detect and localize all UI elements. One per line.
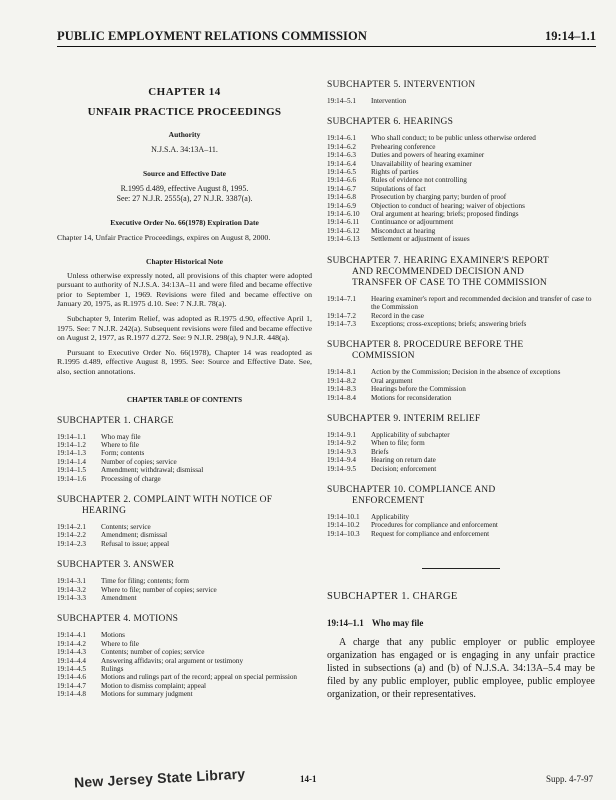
- toc-entry: [327, 210, 595, 218]
- toc-entry: [57, 586, 312, 594]
- toc-entry-number: 19:14–1.3: [57, 449, 86, 458]
- toc-entry-title: Oral argument at hearing; briefs; proposed findings: [371, 210, 519, 219]
- subchapter-title: SUBCHAPTER 7. HEARING EXAMINER'S REPORT: [327, 255, 549, 266]
- toc-entry: [57, 682, 312, 690]
- toc-entry-number: 19:14–8.4: [327, 393, 356, 402]
- toc-entry-title: Continuance or adjournment: [371, 218, 454, 227]
- toc-entry: [327, 431, 595, 439]
- toc-entry: [327, 218, 595, 226]
- toc-entry-title: Decision; enforcement: [371, 464, 437, 473]
- historical-note-paragraph: Subchapter 9, Interim Relief, was adopted as R.1975 d.90, effective April 1, 1975. See: 7 N.J.R. 242(a). Subsequent revisions were filed and became effective on August 2, 1977, as R.1977 d.272. See: 9 N.J.R. 298(a), 9 N.J.R. 448(a).: [57, 313, 312, 343]
- subchapter-heading: [327, 485, 595, 507]
- chapter-title: UNFAIR PRACTICE PROCEEDINGS: [87, 106, 282, 118]
- toc-entry-title: Motions for reconsideration: [371, 393, 452, 402]
- toc-entry: [327, 295, 595, 312]
- toc-entry-number: 19:14–10.3: [327, 529, 360, 538]
- header-section-number: 19:14–1.1: [544, 29, 596, 43]
- toc-entry-number: 19:14–3.2: [57, 585, 86, 594]
- toc-entry-number: 19:14–6.7: [327, 184, 356, 193]
- toc-list: [327, 134, 595, 243]
- toc-list: [57, 631, 312, 698]
- toc-entry-title: Where to file: [101, 440, 139, 449]
- toc-entry: [57, 433, 312, 441]
- section-heading: [327, 618, 595, 628]
- source-text: [57, 184, 312, 204]
- toc-entry: [327, 97, 595, 105]
- source-heading: Source and Effective Date: [143, 169, 226, 178]
- toc-entry-title: Rulings: [101, 665, 124, 674]
- left-column: [57, 58, 312, 699]
- historical-note-paragraph: Pursuant to Executive Order No. 66(1978), Chapter 14 was readopted as R.1995 d.489, effective August 8, 1995. See: Source and Effective Date. See, also, section annotations.: [57, 347, 312, 376]
- toc-entry-number: 19:14–2.1: [57, 522, 86, 531]
- toc-entry: [57, 648, 312, 656]
- toc-entry-title: Motions and rulings part of the record; appeal on special permission: [101, 673, 298, 682]
- toc-entry: [327, 439, 595, 447]
- supplement-date: Supp. 4-7-97: [546, 774, 593, 784]
- toc-entry: [57, 531, 312, 539]
- toc-entry-title: Where to file; number of copies; service: [101, 585, 217, 594]
- toc-entry: [57, 594, 312, 602]
- toc-entry: [57, 631, 312, 639]
- toc-list: [57, 577, 312, 602]
- historical-note-paragraph: Unless otherwise expressly noted, all provisions of this chapter were adopted pursuant to authority of N.J.S.A. 34:13A–11 and were filed and became effective prior to September 1, 1969. Revisions were filed and became effective on January 20, 1975, as R.1975 d.10. See: 7 N.J.R. 78(a).: [57, 270, 312, 309]
- toc-entry-number: 19:14–7.1: [327, 294, 356, 303]
- toc-entry-number: 19:14–4.2: [57, 639, 86, 648]
- toc-list: [57, 523, 312, 548]
- toc-entry-title: Amendment; withdrawal; dismissal: [101, 466, 204, 475]
- toc-entry: [327, 143, 595, 151]
- chapter-number: CHAPTER 14: [148, 86, 221, 98]
- toc-entry-title: Amendment: [101, 594, 137, 602]
- toc-entry: [327, 368, 595, 376]
- toc-entry-title: Record in the case: [371, 311, 424, 320]
- toc-entry-number: 19:14–9.4: [327, 456, 356, 465]
- toc-entry-number: 19:14–4.4: [57, 656, 86, 665]
- toc-entry-title: Answering affidavits; oral argument or testimony: [101, 656, 244, 665]
- toc-entry-number: 19:14–1.5: [57, 466, 86, 475]
- toc-entry-title: Time for filing; contents; form: [101, 577, 189, 586]
- subchapter-title-cont: ENFORCEMENT: [352, 495, 425, 506]
- toc-entry: [327, 151, 595, 159]
- toc-entry-title: Hearing on return date: [371, 456, 436, 465]
- toc-entry: [327, 385, 595, 393]
- toc-entry-number: 19:14–1.6: [57, 474, 86, 483]
- toc-entry-number: 19:14–10.2: [327, 521, 360, 530]
- source-line: R.1995 d.489, effective August 8, 1995.: [120, 184, 249, 193]
- toc-entry-title: Motion to dismiss complaint; appeal: [101, 681, 207, 690]
- toc-entry: [327, 160, 595, 168]
- toc-entry-title: Briefs: [371, 447, 389, 456]
- toc-entry: [327, 134, 595, 142]
- toc-entry-number: 19:14–6.1: [327, 134, 356, 143]
- toc-entry: [327, 193, 595, 201]
- subchapter-heading: [327, 340, 595, 362]
- toc-entry-number: 19:14–9.2: [327, 439, 356, 448]
- toc-entry-number: 19:14–6.12: [327, 226, 360, 235]
- toc-entry-title: Hearings before the Commission: [371, 385, 466, 394]
- toc-entry-number: 19:14–9.3: [327, 447, 356, 456]
- historical-note-heading: Chapter Historical Note: [146, 256, 223, 266]
- toc-entry-number: 19:14–9.5: [327, 464, 356, 473]
- toc-entry: [57, 657, 312, 665]
- toc-entry: [327, 312, 595, 320]
- source-line: See: 27 N.J.R. 2555(a), 27 N.J.R. 3387(a).: [116, 194, 253, 203]
- toc-entry-number: 19:14–6.6: [327, 176, 356, 185]
- subchapter-heading: SUBCHAPTER 6. HEARINGS: [327, 117, 454, 128]
- toc-entry-number: 19:14–6.10: [327, 210, 360, 219]
- toc-entry-title: Motions for summary judgment: [101, 690, 193, 699]
- toc-entry-title: Misconduct at hearing: [371, 226, 436, 235]
- toc-entry-number: 19:14–4.3: [57, 648, 86, 657]
- toc-entry: [57, 665, 312, 673]
- subchapter-title: SUBCHAPTER 8. PROCEDURE BEFORE THE: [327, 340, 524, 351]
- subchapter-title: SUBCHAPTER 10. COMPLIANCE AND: [327, 484, 496, 495]
- toc-entry-number: 19:14–1.2: [57, 440, 86, 449]
- toc-entry-title: Rules of evidence not controlling: [371, 176, 467, 185]
- toc-entry-title: Number of copies; service: [101, 457, 177, 466]
- header-title: PUBLIC EMPLOYMENT RELATIONS COMMISSION: [57, 29, 367, 43]
- toc-entry-title: Rights of parties: [371, 168, 419, 177]
- toc-entry: [57, 640, 312, 648]
- toc-entry-number: 19:14–4.7: [57, 681, 86, 690]
- section-number: 19:14–1.1: [327, 618, 364, 629]
- toc-entry-number: 19:14–8.3: [327, 385, 356, 394]
- exec-order-text: Chapter 14, Unfair Practice Proceedings, expires on August 8, 2000.: [57, 233, 271, 242]
- toc-list: [327, 295, 595, 329]
- subchapter-title: SUBCHAPTER 2. COMPLAINT WITH NOTICE OF: [57, 494, 273, 505]
- toc-entry: [57, 673, 312, 681]
- toc-entry: [327, 168, 595, 176]
- toc-entry-number: 19:14–7.2: [327, 311, 356, 320]
- toc-entry-title: Settlement or adjustment of issues: [371, 235, 470, 244]
- toc-entry-title: Objection to conduct of hearing; waiver of objections: [371, 201, 525, 210]
- running-header: [57, 28, 596, 47]
- body-subchapter-heading: SUBCHAPTER 1. CHARGE: [327, 591, 458, 603]
- toc-entry-title: Intervention: [371, 97, 407, 105]
- toc-entry-number: 19:14–9.1: [327, 430, 356, 439]
- toc-entry-number: 19:14–6.13: [327, 235, 360, 244]
- section-title: Who may file: [371, 618, 424, 629]
- toc-entry-number: 19:14–4.6: [57, 673, 86, 682]
- toc-entry: [327, 521, 595, 529]
- toc-entry-title: Contents; number of copies; service: [101, 648, 205, 657]
- subchapter-title-cont: TRANSFER OF CASE TO THE COMMISSION: [352, 277, 547, 288]
- subchapter-title-cont: HEARING: [82, 505, 127, 516]
- toc-entry: [327, 320, 595, 328]
- authority-text: N.J.S.A. 34:13A–11.: [151, 145, 218, 154]
- subchapter-heading: [327, 256, 595, 289]
- toc-entry: [327, 394, 595, 402]
- toc-heading: CHAPTER TABLE OF CONTENTS: [126, 394, 243, 404]
- toc-entry-number: 19:14–8.2: [327, 376, 356, 385]
- toc-entry-title: Unavailability of hearing examiner: [371, 159, 472, 168]
- toc-entry: [327, 176, 595, 184]
- page-number: 14-1: [300, 774, 317, 784]
- section-body: A charge that any public employer or public employee organization has engaged or is engaging in any unfair practice listed in subsections (a) and (b) of N.J.S.A. 34:13A–5.4 may be filed by any public employer, public employee, public employee organization, or their representatives.: [327, 637, 595, 701]
- exec-order-heading: Executive Order No. 66(1978) Expiration Date: [110, 218, 259, 227]
- subchapter-heading: SUBCHAPTER 3. ANSWER: [57, 560, 175, 571]
- toc-entry-number: 19:14–6.4: [327, 159, 356, 168]
- toc-entry-number: 19:14–4.1: [57, 631, 86, 640]
- toc-entry: [57, 466, 312, 474]
- section-divider: [422, 568, 500, 569]
- toc-entry-number: 19:14–6.2: [327, 142, 356, 151]
- subchapter-title-cont: AND RECOMMENDED DECISION AND: [352, 266, 525, 277]
- toc-entry-number: 19:14–6.3: [327, 151, 356, 160]
- toc-entry: [57, 577, 312, 585]
- toc-entry-number: 19:14–8.1: [327, 368, 356, 377]
- toc-entry-number: 19:14–6.8: [327, 193, 356, 202]
- toc-entry-title: Prosecution by charging party; burden of proof: [371, 193, 507, 202]
- toc-entry: [327, 185, 595, 193]
- toc-entry-number: 19:14–6.11: [327, 218, 360, 227]
- toc-entry: [327, 227, 595, 235]
- subchapter-heading: SUBCHAPTER 5. INTERVENTION: [327, 80, 476, 90]
- toc-entry-title: Stipulations of fact: [371, 184, 426, 193]
- library-stamp: New Jersey State Library: [73, 765, 246, 791]
- subchapter-title-cont: COMMISSION: [352, 351, 415, 362]
- toc-entry-title: Prehearing conference: [371, 142, 436, 151]
- toc-entry: [327, 465, 595, 473]
- toc-entry: [57, 458, 312, 466]
- toc-entry: [57, 449, 312, 457]
- toc-entry: [327, 235, 595, 243]
- toc-entry-title: Procedures for compliance and enforcement: [371, 521, 498, 530]
- toc-entry-title: Applicability of subchapter: [371, 430, 450, 439]
- toc-entry-number: 19:14–3.3: [57, 594, 86, 602]
- toc-entry-title: When to file; form: [371, 439, 425, 448]
- toc-entry-number: 19:14–2.2: [57, 531, 86, 540]
- toc-entry-number: 19:14–5.1: [327, 97, 356, 105]
- toc-entry-title: Applicability: [371, 512, 409, 521]
- toc-entry: [57, 523, 312, 531]
- toc-entry-number: 19:14–1.1: [57, 432, 86, 441]
- toc-entry-title: Where to file: [101, 639, 139, 648]
- toc-entry-number: 19:14–6.5: [327, 168, 356, 177]
- toc-entry-title: Duties and powers of hearing examiner: [371, 151, 485, 160]
- toc-entry-title: Hearing examiner's report and recommended decision and transfer of case to the Commission: [371, 294, 592, 312]
- toc-entry-title: Oral argument: [371, 376, 413, 385]
- toc-entry-number: 19:14–4.8: [57, 690, 86, 699]
- toc-entry-number: 19:14–6.9: [327, 201, 356, 210]
- toc-entry: [57, 441, 312, 449]
- toc-entry: [57, 540, 312, 548]
- toc-list: [327, 97, 595, 105]
- toc-entry-number: 19:14–3.1: [57, 577, 86, 586]
- toc-entry: [327, 530, 595, 538]
- toc-entry: [327, 377, 595, 385]
- toc-entry-number: 19:14–4.5: [57, 665, 86, 674]
- authority-heading: Authority: [168, 130, 201, 139]
- right-column: [327, 80, 595, 701]
- toc-entry-title: Exceptions; cross-exceptions; briefs; answering briefs: [371, 319, 527, 328]
- subchapter-heading: [57, 495, 312, 517]
- toc-entry-title: Processing of charge: [101, 474, 161, 483]
- toc-entry-number: 19:14–10.1: [327, 512, 360, 521]
- toc-entry-title: Who may file: [101, 432, 141, 441]
- toc-entry: [57, 475, 312, 483]
- toc-entry-title: Refusal to issue; appeal: [101, 539, 170, 548]
- subchapter-heading: SUBCHAPTER 1. CHARGE: [57, 415, 174, 426]
- subchapter-heading: SUBCHAPTER 9. INTERIM RELIEF: [327, 413, 481, 424]
- toc-entry: [327, 513, 595, 521]
- toc-entry-title: Request for compliance and enforcement: [371, 529, 490, 538]
- toc-list: [327, 368, 595, 402]
- toc-entry-number: 19:14–1.4: [57, 457, 86, 466]
- toc-entry-number: 19:14–7.3: [327, 319, 356, 328]
- toc-list: [57, 433, 312, 483]
- toc-entry-title: Action by the Commission; Decision in the absence of exceptions: [371, 368, 561, 377]
- toc-entry-title: Amendment; dismissal: [101, 531, 168, 540]
- toc-entry: [327, 202, 595, 210]
- toc-entry-title: Motions: [101, 631, 125, 640]
- subchapter-heading: SUBCHAPTER 4. MOTIONS: [57, 614, 179, 625]
- toc-entry-title: Who shall conduct; to be public unless otherwise ordered: [371, 134, 536, 143]
- toc-entry: [57, 690, 312, 698]
- toc-entry-number: 19:14–2.3: [57, 539, 86, 548]
- toc-entry: [327, 456, 595, 464]
- toc-entry-title: Contents; service: [101, 522, 151, 531]
- toc-entry-title: Form; contents: [101, 449, 145, 458]
- toc-list: [327, 431, 595, 473]
- toc-entry: [327, 448, 595, 456]
- toc-list: [327, 513, 595, 538]
